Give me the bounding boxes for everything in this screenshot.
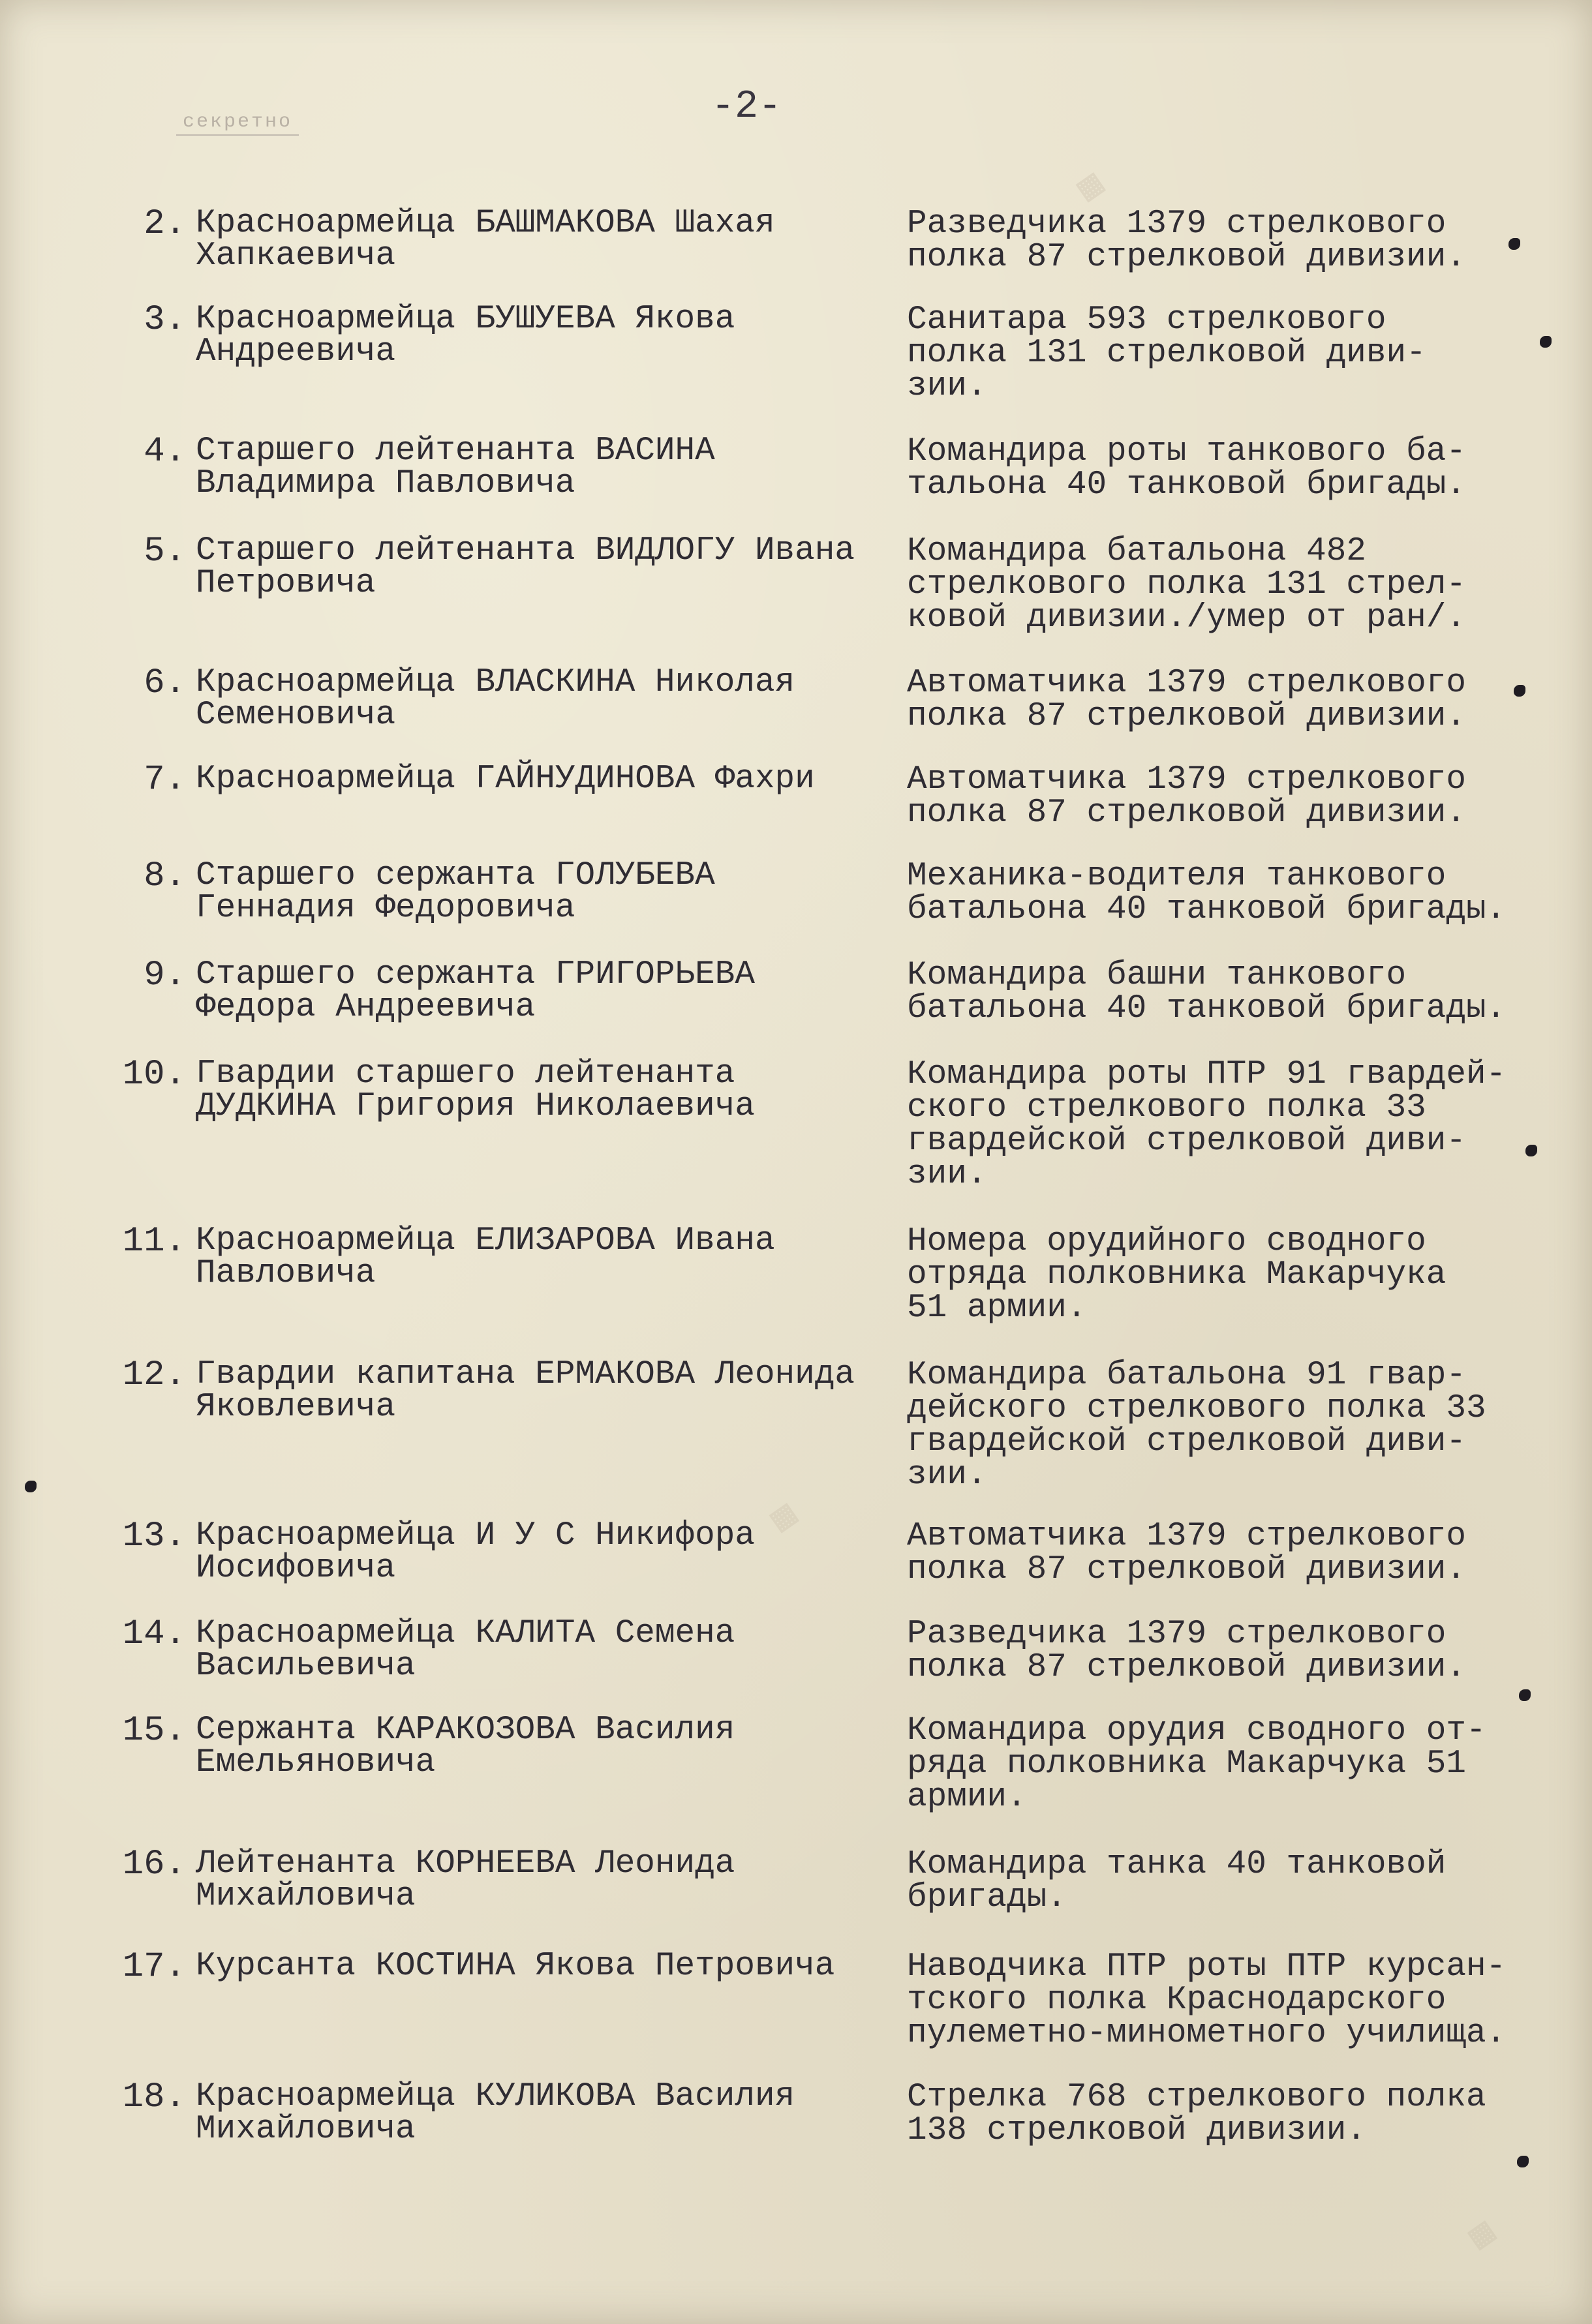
ink-mark — [1519, 1689, 1531, 1701]
entry-name: Лейтенанта КОРНЕЕВА Леонида Михайловича — [196, 1845, 735, 1915]
entry-duty: Механика-водителя танкового батальона 40 танковой бригады. — [907, 858, 1507, 928]
entry-number: 8. — [144, 856, 186, 896]
entry-name: Курсанта КОСТИНА Якова Петровича — [196, 1948, 835, 1985]
entry-name: Красноармейца КУЛИКОВА Василия Михайловича — [196, 2078, 795, 2148]
entry-number: 16. — [122, 1845, 186, 1884]
entry-duty: Командира батальона 482 стрелкового полка 131 стрел- ковой дивизии./умер от ран/. — [907, 533, 1466, 637]
entry-name: Красноармейца И У С Никифора Иосифовича — [196, 1517, 755, 1587]
entry-number: 14. — [122, 1614, 186, 1654]
entry-duty: Командира башни танкового батальона 40 танковой бригады. — [907, 957, 1507, 1027]
entry-number: 4. — [144, 432, 186, 472]
entry-number: 18. — [122, 2077, 186, 2117]
entry-number: 17. — [122, 1947, 186, 1987]
ink-mark — [1517, 2156, 1529, 2167]
entry-duty: Командира танка 40 танковой бригады. — [907, 1846, 1447, 1916]
entry-name: Гвардии старшего лейтенанта ДУДКИНА Григория Николаевича — [196, 1055, 755, 1125]
entry-number: 2. — [144, 204, 186, 244]
entry-duty: Стрелка 768 стрелкового полка 138 стрелковой дивизии. — [907, 2079, 1486, 2149]
ink-mark — [1514, 685, 1525, 697]
ink-mark — [1508, 238, 1520, 250]
entry-name: Гвардии капитана ЕРМАКОВА Леонида Яковлевича — [196, 1356, 855, 1426]
entry-duty: Автоматчика 1379 стрелкового полка 87 стрелковой дивизии. — [907, 665, 1466, 735]
entry-duty: Командира орудия сводного от- ряда полковника Макарчука 51 армии. — [907, 1712, 1486, 1816]
entry-name: Старшего лейтенанта ВАСИНА Владимира Павловича — [196, 432, 715, 502]
entry-name: Красноармейца БУШУЕВА Якова Андреевича — [196, 301, 735, 370]
entry-duty: Командира батальона 91 гвар- дейского стрелкового полка 33 гвардейской стрелковой диви- зии. — [907, 1357, 1486, 1494]
entry-name: Старшего лейтенанта ВИДЛОГУ Ивана Петровича — [196, 532, 855, 602]
ink-mark — [1525, 1145, 1537, 1156]
watermark-mark: ▦ — [763, 1496, 803, 1537]
entry-number: 12. — [122, 1355, 186, 1395]
entry-number: 10. — [122, 1055, 186, 1094]
entry-number: 3. — [144, 300, 186, 340]
entry-name: Красноармейца ГАЙНУДИНОВА Фахри — [196, 761, 815, 798]
entry-duty: Автоматчика 1379 стрелкового полка 87 стрелковой дивизии. — [907, 761, 1466, 832]
entry-duty: Разведчика 1379 стрелкового полка 87 стрелковой дивизии. — [907, 205, 1466, 276]
entry-name: Красноармейца ЕЛИЗАРОВА Ивана Павловича — [196, 1222, 775, 1292]
entry-name: Красноармейца БАШМАКОВА Шахая Хапкаевича — [196, 205, 775, 275]
entry-name: Старшего сержанта ГРИГОРЬЕВА Федора Андреевича — [196, 956, 755, 1026]
entry-duty: Командира роты ПТР 91 гвардей- ского стрелкового полка 33 гвардейской стрелковой диви- зии. — [907, 1056, 1507, 1193]
watermark-mark: ▦ — [1070, 165, 1109, 206]
entry-number: 6. — [144, 663, 186, 703]
entry-name: Красноармейца КАЛИТА Семена Васильевича — [196, 1615, 735, 1685]
entry-number: 11. — [122, 1222, 186, 1261]
entry-duty: Наводчика ПТР роты ПТР курсан- тского полка Краснодарского пулеметно-минометного училища. — [907, 1948, 1507, 2052]
watermark-mark: ▦ — [1462, 2213, 1501, 2254]
entry-duty: Разведчика 1379 стрелкового полка 87 стрелковой дивизии. — [907, 1616, 1466, 1686]
ink-mark — [25, 1481, 37, 1492]
secret-stamp: секретно — [176, 111, 299, 136]
entry-number: 7. — [144, 760, 186, 800]
ink-mark — [1540, 336, 1552, 348]
entry-name: Сержанта КАРАКОЗОВА Василия Емельяновича — [196, 1712, 735, 1781]
entry-duty: Автоматчика 1379 стрелкового полка 87 стрелковой дивизии. — [907, 1518, 1466, 1588]
entry-number: 13. — [122, 1517, 186, 1556]
entry-duty: Санитара 593 стрелкового полка 131 стрелковой диви- зии. — [907, 301, 1426, 405]
entry-name: Красноармейца ВЛАСКИНА Николая Семеновича — [196, 664, 795, 734]
entry-duty: Командира роты танкового ба- тальона 40 танковой бригады. — [907, 433, 1466, 504]
entry-name: Старшего сержанта ГОЛУБЕВА Геннадия Федоровича — [196, 857, 715, 927]
page-number: -2- — [711, 85, 782, 129]
entry-number: 9. — [144, 956, 186, 995]
entry-number: 5. — [144, 532, 186, 571]
entry-number: 15. — [122, 1711, 186, 1751]
entry-duty: Номера орудийного сводного отряда полковника Макарчука 51 армии. — [907, 1223, 1447, 1327]
